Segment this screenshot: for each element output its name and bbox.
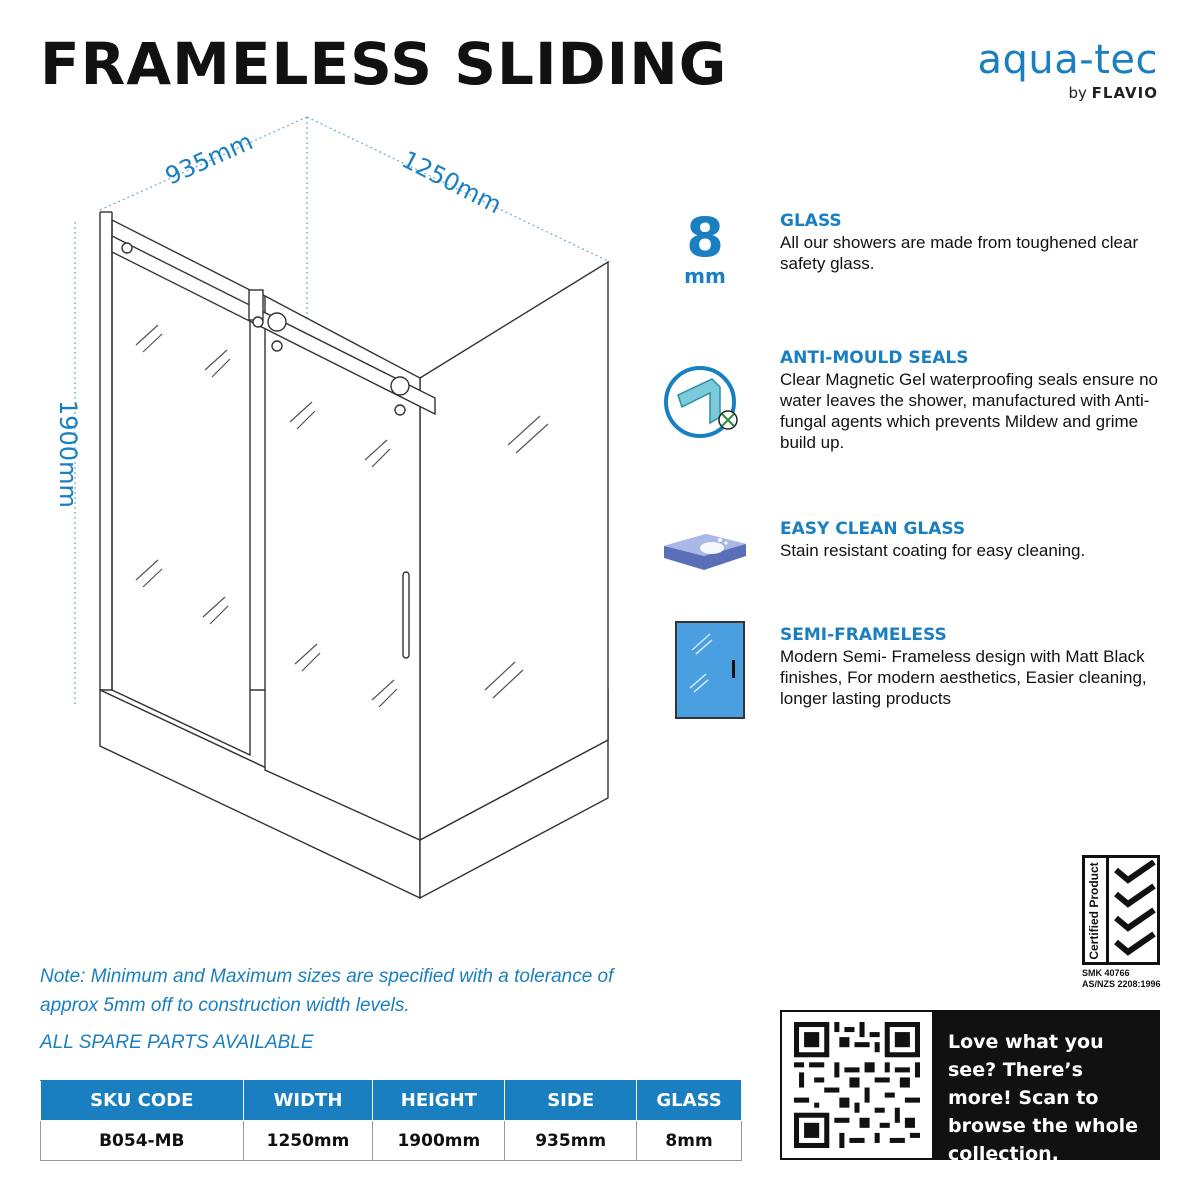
cell-width: 1250mm (243, 1121, 373, 1161)
brand-sub (978, 84, 1158, 102)
semi-frameless-icon (670, 620, 750, 720)
header-height: HEIGHT (373, 1081, 505, 1121)
cell-height: 1900mm (373, 1121, 505, 1161)
shower-diagram (0, 100, 660, 920)
glass-thickness-icon (660, 206, 750, 288)
tolerance-note: Note: Minimum and Maximum sizes are specified with a tolerance of approx 5mm off to construction width levels. (40, 966, 614, 1016)
page-title: FRAMELESS SLIDING (40, 30, 728, 98)
door-handle (403, 572, 409, 658)
feature-title: GLASS (780, 211, 842, 231)
feature-desc: Clear Magnetic Gel waterproofing seals ensure no water leaves the shower, manufactured with Anti-fungal agents which prevents Mildew and grime build up. (780, 370, 1158, 452)
badge-number: 8 (686, 206, 724, 269)
header-sku: SKU CODE (41, 1081, 244, 1121)
certification-mark (1082, 855, 1162, 990)
feature-title: SEMI-FRAMELESS (780, 625, 947, 645)
spare-parts-note: ALL SPARE PARTS AVAILABLE (40, 1032, 314, 1053)
cell-sku: B054-MB (41, 1121, 244, 1161)
certified-badge (1082, 855, 1160, 965)
feature-title: ANTI-MOULD SEALS (780, 348, 969, 368)
height-dimension: 1900mm (54, 400, 82, 508)
sku-table (40, 1080, 742, 1161)
header-width: WIDTH (243, 1081, 373, 1121)
table-header-row (41, 1081, 742, 1121)
feature-title: EASY CLEAN GLASS (780, 519, 966, 539)
qr-message: Love what you see? There’s more! Scan to browse the whole collection. (932, 1012, 1158, 1158)
certified-label: Certified Product (1087, 862, 1101, 960)
header-side: SIDE (505, 1081, 637, 1121)
side-panel (420, 262, 608, 840)
qr-panel (780, 1010, 1160, 1165)
brand-name: aqua-tec (977, 37, 1158, 83)
cell-side: 935mm (505, 1121, 637, 1161)
cert-standard: AS/NZS 2208:1996 (1082, 979, 1161, 989)
table-row (41, 1121, 742, 1161)
easy-clean-icon (660, 508, 750, 598)
feature-desc: Modern Semi- Frameless design with Matt Black finishes, For modern aesthetics, Easier cleaning, longer lasting products (780, 647, 1147, 708)
cert-code: SMK 40766 (1082, 968, 1130, 978)
checkmarks-icon (1112, 860, 1158, 962)
feature-desc: Stain resistant coating for easy cleaning. (780, 541, 1086, 560)
cell-glass: 8mm (637, 1121, 742, 1161)
feature-desc: All our showers are made from toughened clear safety glass. (780, 233, 1139, 273)
brand-maker: FLAVIO (1091, 84, 1158, 102)
depth-dimension: 935mm (161, 127, 258, 191)
badge-unit: mm (684, 264, 726, 288)
brand-by: by (1068, 84, 1087, 102)
header-glass: GLASS (637, 1081, 742, 1121)
width-dimension: 1250mm (397, 145, 507, 220)
qr-code-icon[interactable] (794, 1022, 920, 1148)
brand-logo (977, 37, 1158, 102)
seal-icon (660, 357, 750, 447)
